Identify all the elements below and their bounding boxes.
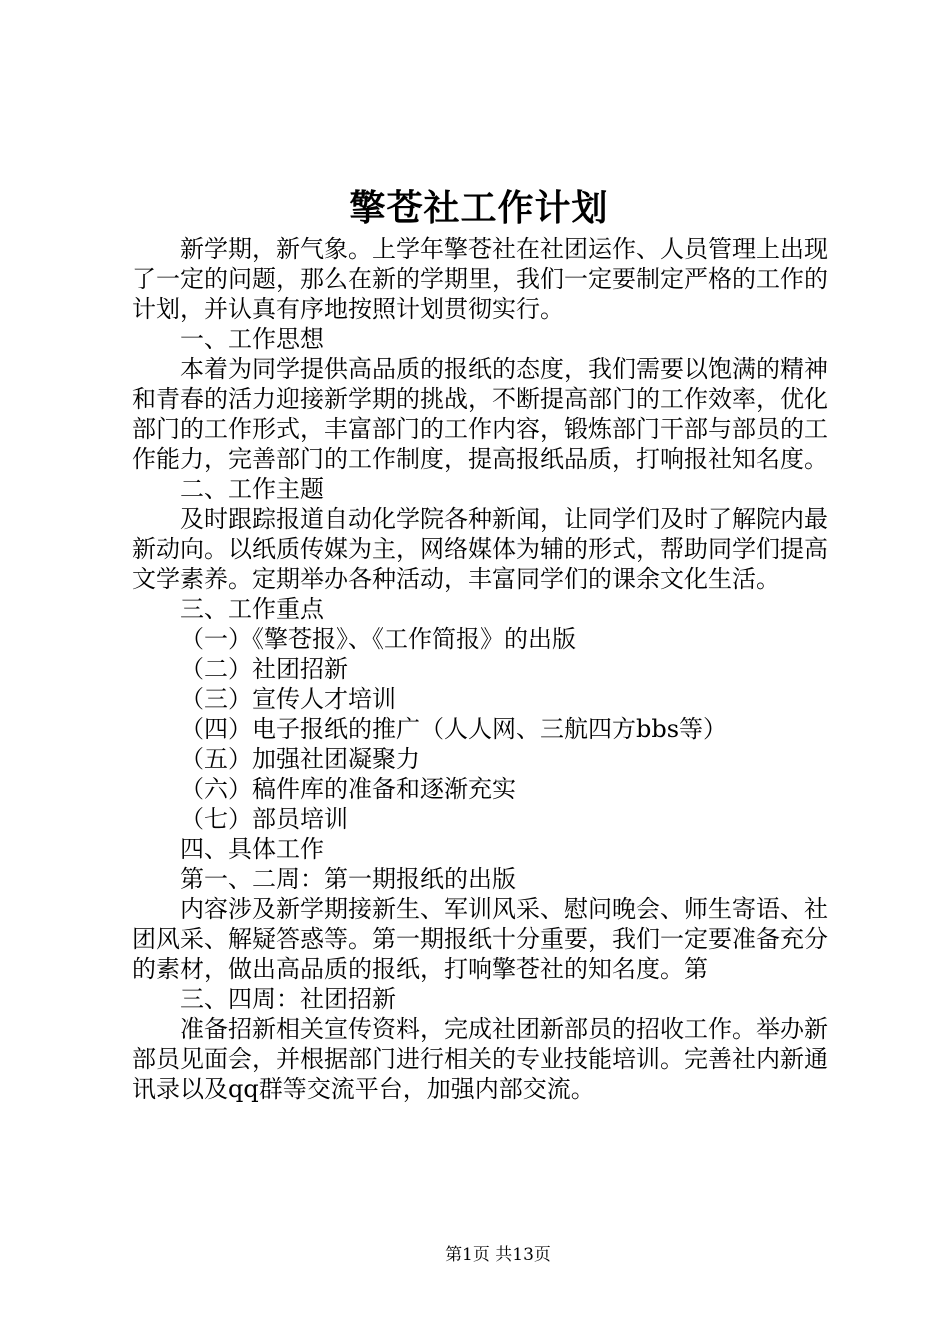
section-heading-4: 四、具体工作 bbox=[180, 835, 324, 863]
intro-paragraph: 新学期，新气象。上学年擎苍社在社团运作、人员管理上出现了一定的问题，那么在新的学期里，我们一定要制定严格的工作的计划，并认真有序地按照计划贯彻实行。 bbox=[132, 235, 828, 323]
subsection-heading-week-3-4: 三、四周：社团招新 bbox=[180, 985, 396, 1013]
list-item: （七）部员培训 bbox=[180, 805, 348, 833]
section-heading-3: 三、工作重点 bbox=[180, 595, 324, 623]
section-heading-2: 二、工作主题 bbox=[180, 475, 324, 503]
list-item: （二）社团招新 bbox=[180, 655, 348, 683]
section-paragraph-1: 本着为同学提供高品质的报纸的态度，我们需要以饱满的精神和青春的活力迎接新学期的挑战，不断提高部门的工作效率，优化部门的工作形式，丰富部门的工作内容，锻炼部门干部与部员的工作能力，完善部门的工作制度，提高报纸品质，打响报社知名度。 bbox=[132, 355, 828, 473]
subsection-heading-week-1-2: 第一、二周：第一期报纸的出版 bbox=[180, 865, 516, 893]
document-title: 擎苍社工作计划 bbox=[349, 187, 609, 229]
page-footer: 第1页 共13页 bbox=[445, 1245, 551, 1265]
list-item: （六）稿件库的准备和逐渐充实 bbox=[180, 775, 516, 803]
list-item: （三）宣传人才培训 bbox=[180, 685, 396, 713]
subsection-paragraph-week-3-4: 准备招新相关宣传资料，完成社团新部员的招收工作。举办新部员见面会，并根据部门进行相关的专业技能培训。完善社内新通讯录以及qq群等交流平台，加强内部交流。 bbox=[132, 1015, 828, 1103]
document-body bbox=[132, 234, 828, 1104]
section-heading-1: 一、工作思想 bbox=[180, 325, 324, 353]
subsection-paragraph-week-1-2: 内容涉及新学期接新生、军训风采、慰问晚会、师生寄语、社团风采、解疑答惑等。第一期报纸十分重要，我们一定要准备充分的素材，做出高品质的报纸，打响擎苍社的知名度。第 bbox=[132, 895, 828, 983]
list-item: （四）电子报纸的推广（人人网、三航四方bbs等） bbox=[180, 715, 728, 743]
section-paragraph-2: 及时跟踪报道自动化学院各种新闻，让同学们及时了解院内最新动向。以纸质传媒为主，网络媒体为辅的形式，帮助同学们提高文学素养。定期举办各种活动，丰富同学们的课余文化生活。 bbox=[132, 505, 828, 593]
list-item: （五）加强社团凝聚力 bbox=[180, 745, 420, 773]
list-item: （一）《擎苍报》、《工作简报》的出版 bbox=[180, 625, 576, 653]
